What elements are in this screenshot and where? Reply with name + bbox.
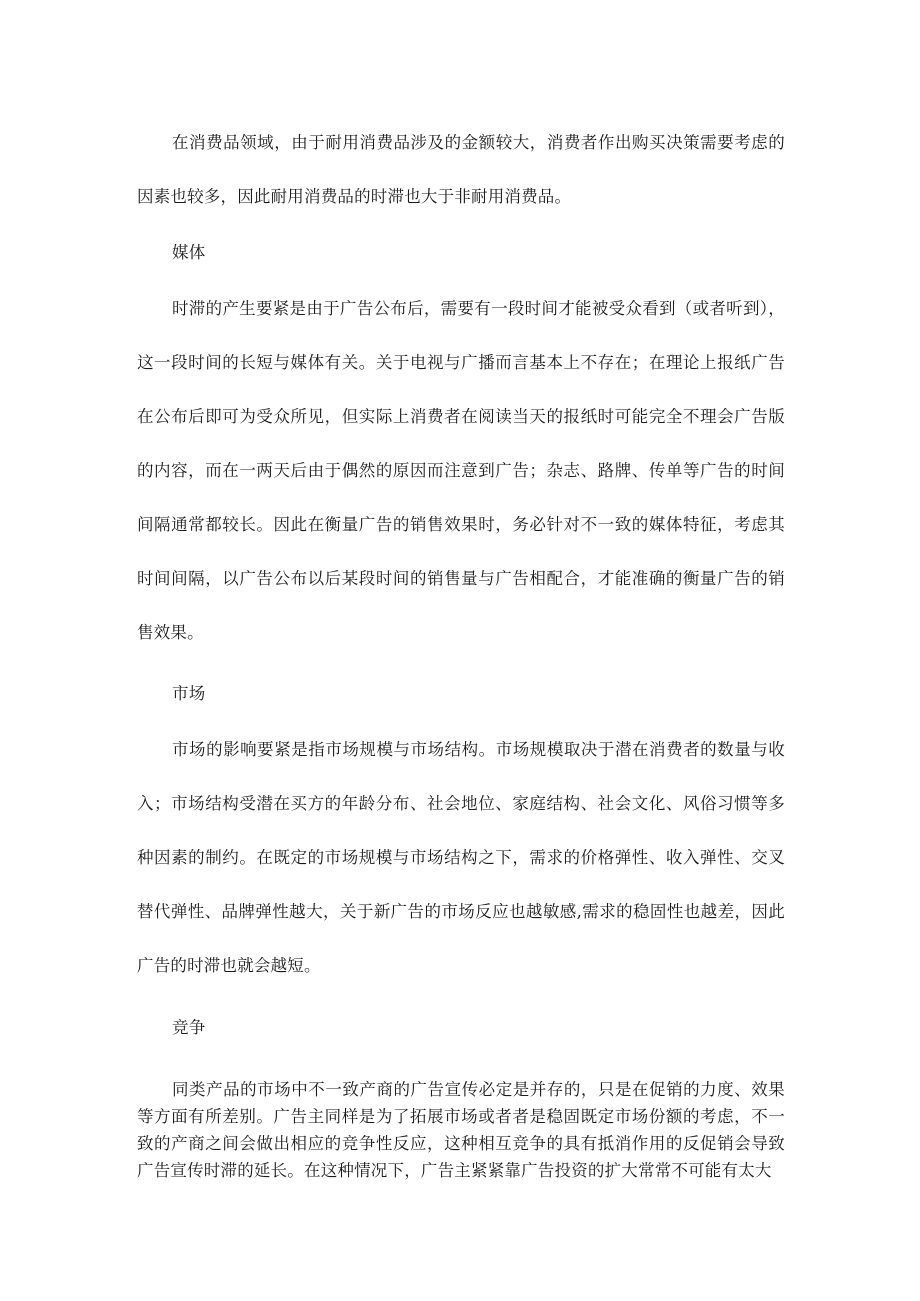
paragraph-market: 市场的影响要紧是指市场规模与市场结构。市场规模取决于潜在消费者的数量与收入；市场结构受潜在买方的年龄分布、社会地位、家庭结构、社会文化、风俗习惯等多种因素的制约。在既定的市场规模与市场结构之下，需求的价格弹性、收入弹性、交叉替代弹性、品牌弹性越大，关于新广告的市场反应也越敏感,需求的稳固性也越差，因此广告的时滞也就会越短。 bbox=[137, 740, 785, 975]
paragraph-media: 时滞的产生要紧是由于广告公布后，需要有一段时间才能被受众看到（或者听到），这一段时间的长短与媒体有关。关于电视与广播而言基本上不存在；在理论上报纸广告在公布后即可为受众所见，但实际上消费者在阅读当天的报纸时可能完全不理会广告版的内容，而在一两天后由于偶然的原因而注意到广告；杂志、路牌、传单等广告的时间间隔通常都较长。因此在衡量广告的销售效果时，务必针对不一致的媒体特征，考虑其时间间隔，以广告公布以后某段时间的销售量与广告相配合，才能准确的衡量广告的销售效果。 bbox=[137, 299, 785, 642]
paragraph-competition: 同类产品的市场中不一致产商的广告宣传必定是并存的，只是在促销的力度、效果等方面有所差别。广告主同样是为了拓展市场或者者是稳固既定市场份额的考虑，不一致的产商之间会做出相应的竞争性反应，这种相互竞争的具有抵消作用的反促销会导致广告宣传时滞的延长。在这种情况下，广告主紧紧靠广告投资的扩大常常不可能有太大 bbox=[137, 1080, 785, 1180]
section-heading-media: 媒体 bbox=[172, 243, 206, 262]
section-heading-competition: 竞争 bbox=[172, 1018, 206, 1037]
section-heading-market: 市场 bbox=[172, 684, 206, 703]
paragraph-durable-goods: 在消费品领域，由于耐用消费品涉及的金额较大，消费者作出购买决策需要考虑的因素也较多，因此耐用消费品的时滞也大于非耐用消费品。 bbox=[137, 133, 785, 206]
